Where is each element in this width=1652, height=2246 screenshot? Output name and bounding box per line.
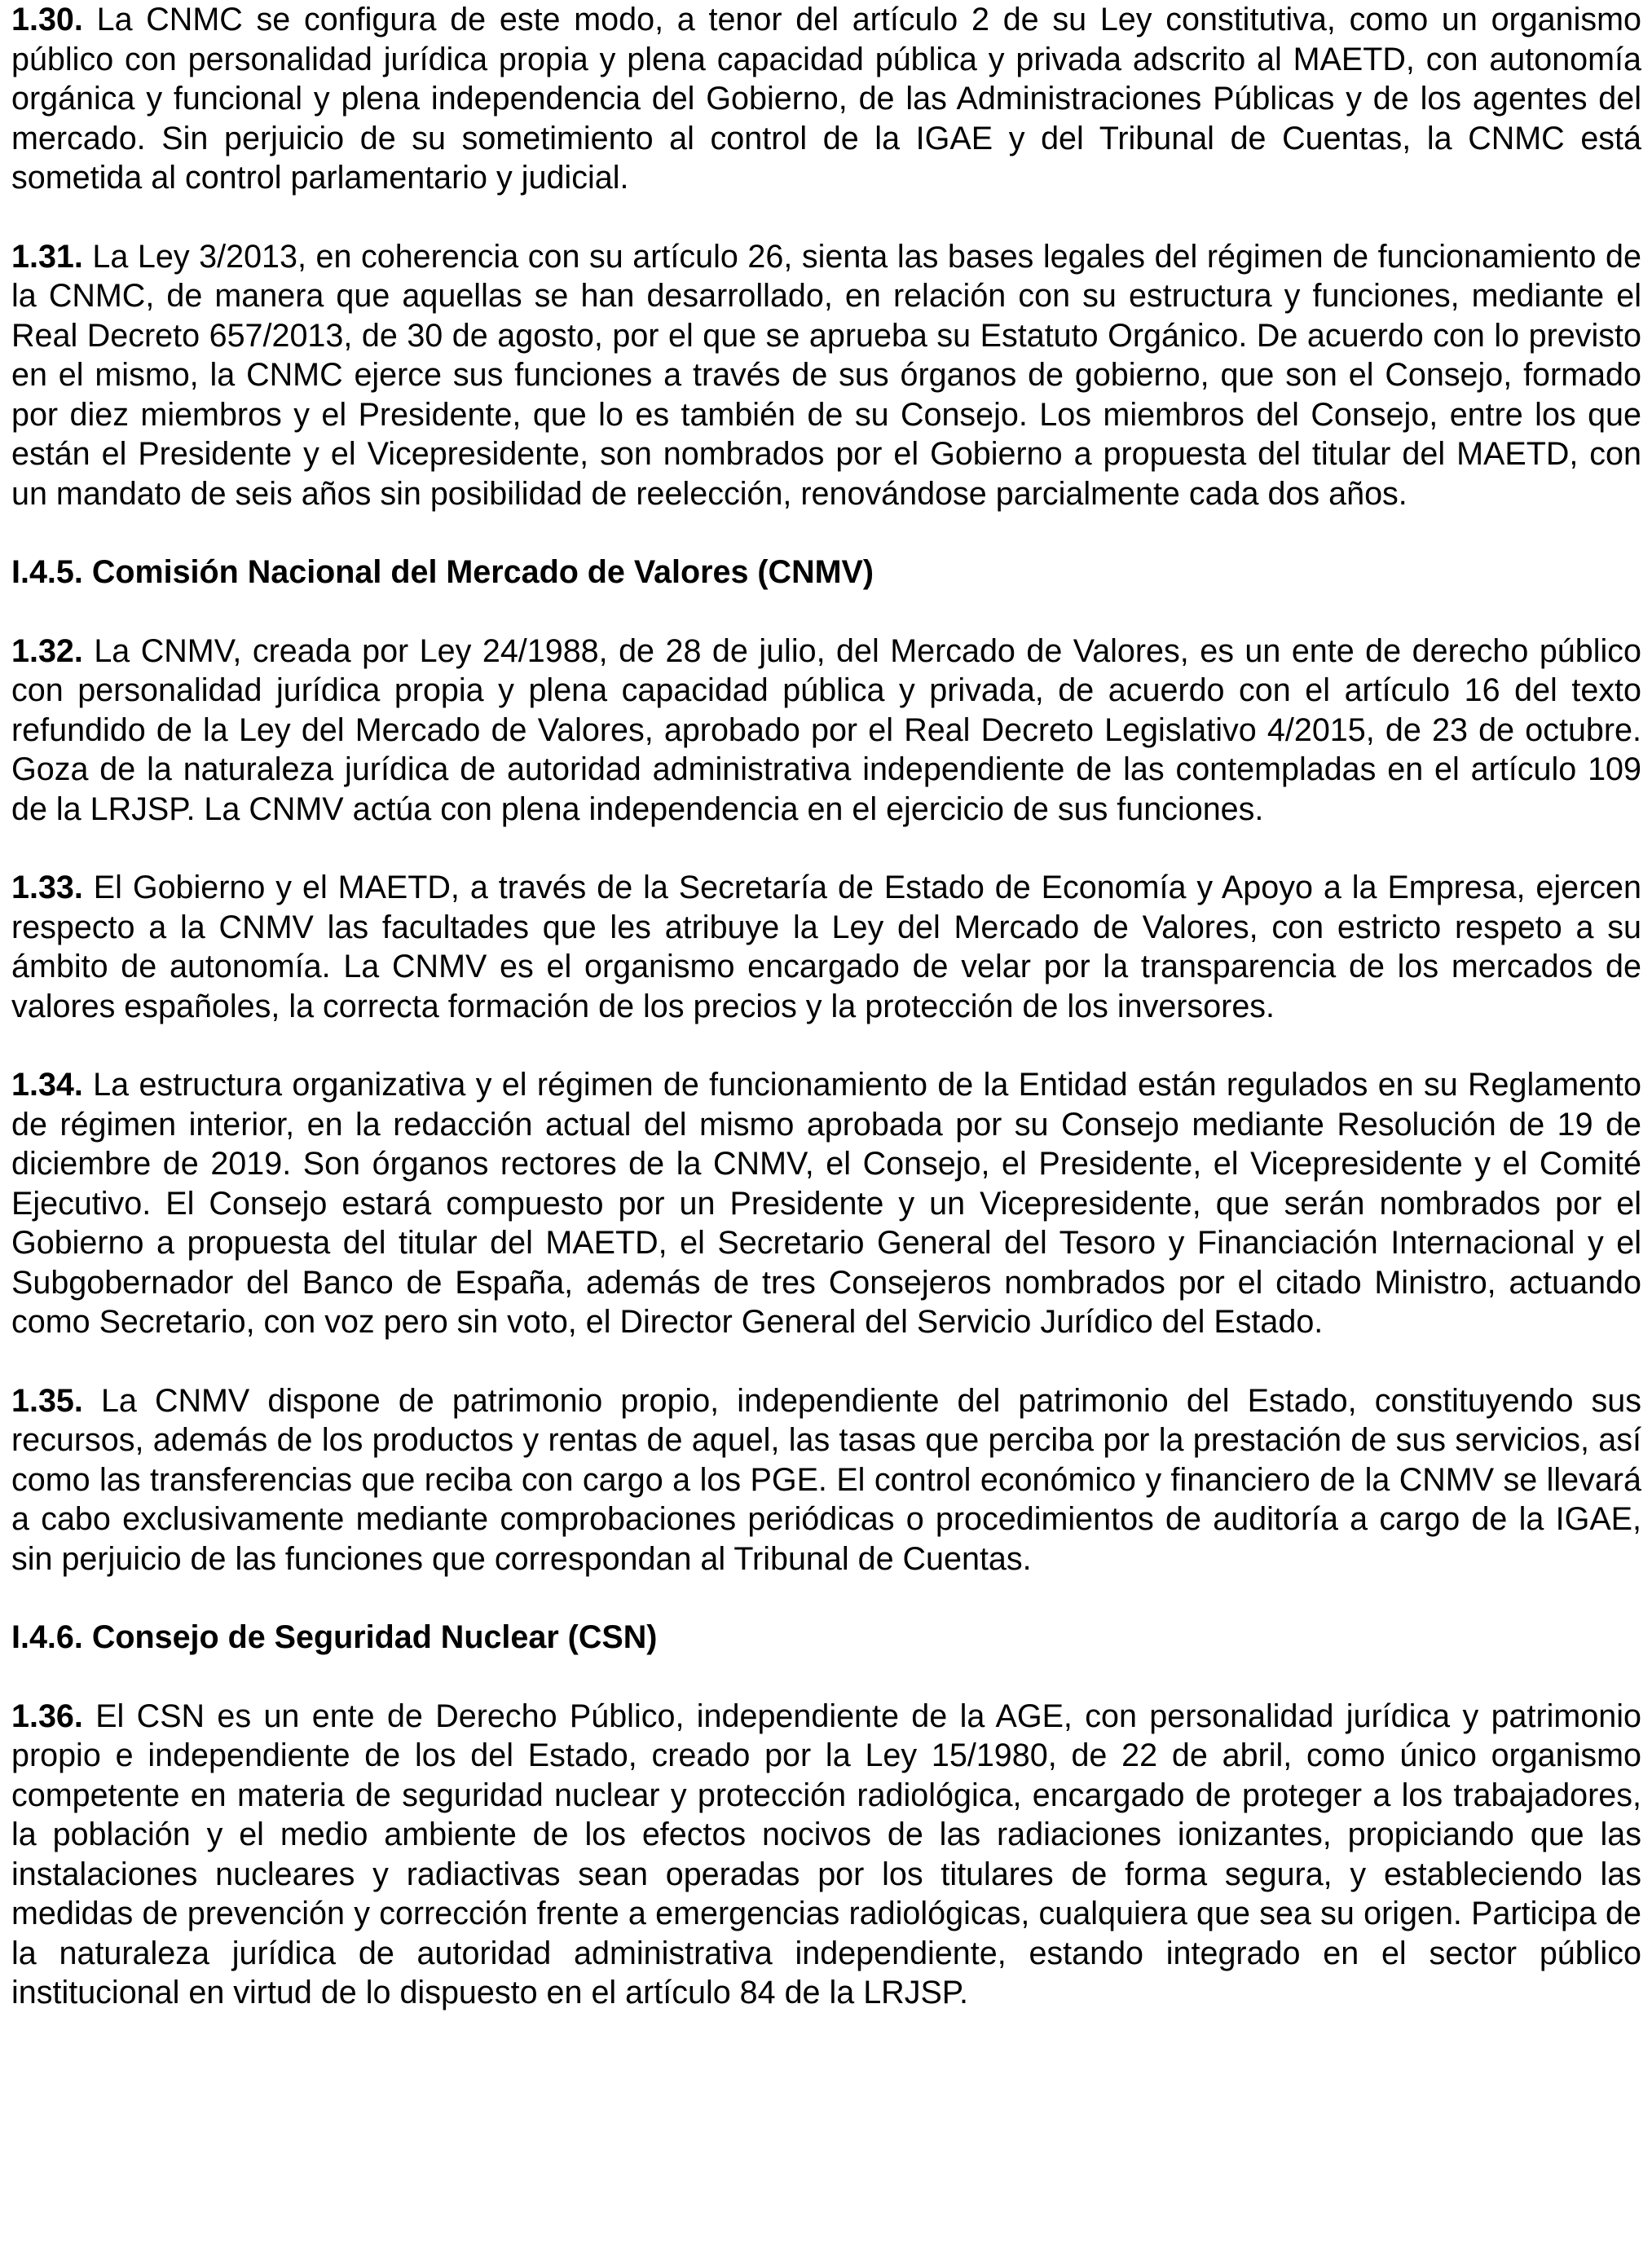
spacer [11,198,1641,237]
paragraph-number: 1.33. [11,870,83,905]
paragraph-number: 1.32. [11,632,83,669]
section-number: I.4.6. [11,1619,83,1655]
spacer [11,829,1641,868]
paragraph-1-32 [11,632,1641,830]
paragraph-text: La Ley 3/2013, en coherencia con su artículo 26, sienta las bases legales del régimen de funcionamiento de la CNMC, de manera que aquellas se han desarrollado, en relación con su estructura y funciones, mediante el Real Decreto 657/2013, de 30 de agosto, por el que se aprueba su Estatuto Orgánico. De acuerdo con lo previsto en el mismo, la CNMC ejerce sus funciones a través de sus órganos de gobierno, que son el Consejo, formado por diez miembros y el Presidente, que lo es también de su Consejo. Los miembros del Consejo, entre los que están el Presidente y el Vicepresidente, son nombrados por el Gobierno a propuesta del titular del MAETD, con un mandato de seis años sin posibilidad de reelección, renovándose parcialmente cada dos años. [11,238,1641,512]
paragraph-text: La estructura organizativa y el régimen de funcionamiento de la Entidad están regulados en su Reglamento de régimen interior, en la redacción actual del mismo aprobada por su Consejo mediante Resolución de 19 de diciembre de 2019. Son órganos rectores de la CNMV, el Consejo, el Presidente, el Vicepresidente y el Comité Ejecutivo. El Consejo estará compuesto por un Presidente y un Vicepresidente, que serán nombrados por el Gobierno a propuesta del titular del MAETD, el Secretario General del Tesoro y Financiación Internacional y el Subgobernador del Banco de España, además de tres Consejeros nombrados por el citado Ministro, actuando como Secretario, con voz pero sin voto, el Director General del Servicio Jurídico del Estado. [11,1067,1641,1340]
paragraph-number: 1.31. [11,238,83,275]
section-heading-i-4-5 [11,553,1641,592]
document-page [11,0,1641,2013]
paragraph-text: La CNMC se configura de este modo, a tenor del artículo 2 de su Ley constitutiva, como un organismo público con personalidad jurídica propia y plena capacidad pública y privada adscrito al MAETD, con autonomía orgánica y funcional y plena independencia del Gobierno, de las Administraciones Públicas y de los agentes del mercado. Sin perjuicio de su sometimiento al control de la IGAE y del Tribunal de Cuentas, la CNMC está sometida al control parlamentario y judicial. [11,2,1641,196]
spacer [11,1658,1641,1697]
spacer [11,513,1641,553]
spacer [11,1579,1641,1618]
section-title: Comisión Nacional del Mercado de Valores (CNMV) [82,554,874,590]
paragraph-1-30 [11,0,1641,198]
paragraph-1-34 [11,1065,1641,1342]
paragraph-text: La CNMV dispone de patrimonio propio, independiente del patrimonio del Estado, constituyendo sus recursos, además de los productos y rentas de aquel, las tasas que perciba por la prestación de sus servicios, así como las transferencias que reciba con cargo a los PGE. El control económico y financiero de la CNMV se llevará a cabo exclusivamente mediante comprobaciones periódicas o procedimientos de auditoría a cargo de la IGAE, sin perjuicio de las funciones que correspondan al Tribunal de Cuentas. [11,1382,1641,1577]
spacer [11,1026,1641,1065]
paragraph-1-36 [11,1697,1641,2013]
spacer [11,592,1641,632]
paragraph-text: La CNMV, creada por Ley 24/1988, de 28 de julio, del Mercado de Valores, es un ente de derecho público con personalidad jurídica propia y plena capacidad pública y privada, de acuerdo con el artículo 16 del texto refundido de la Ley del Mercado de Valores, aprobado por el Real Decreto Legislativo 4/2015, de 23 de octubre. Goza de la naturaleza jurídica de autoridad administrativa independiente de las contempladas en el artículo 109 de la LRJSP. La CNMV actúa con plena independencia en el ejercicio de sus funciones. [11,632,1641,827]
paragraph-number: 1.30. [11,2,83,37]
paragraph-text: El Gobierno y el MAETD, a través de la Secretaría de Estado de Economía y Apoyo a la Empresa, ejercen respecto a la CNMV las facultades que les atribuye la Ley del Mercado de Valores, con estricto respeto a su ámbito de autonomía. La CNMV es el organismo encargado de velar por la transparencia de los mercados de valores españoles, la correcta formación de los precios y la protección de los inversores. [11,870,1641,1024]
paragraph-number: 1.36. [11,1698,83,1734]
section-title: Consejo de Seguridad Nuclear (CSN) [82,1619,658,1655]
paragraph-1-35 [11,1381,1641,1579]
paragraph-number: 1.35. [11,1382,83,1419]
paragraph-1-33 [11,868,1641,1026]
paragraph-1-31 [11,237,1641,514]
paragraph-number: 1.34. [11,1067,83,1103]
paragraph-text: El CSN es un ente de Derecho Público, independiente de la AGE, con personalidad jurídica y patrimonio propio e independiente de los del Estado, creado por la Ley 15/1980, de 22 de abril, como único organismo competente en materia de seguridad nuclear y protección radiológica, encargado de proteger a los trabajadores, la población y el medio ambiente de los efectos nocivos de las radiaciones ionizantes, propiciando que las instalaciones nucleares y radiactivas sean operadas por los titulares de forma segura, y estableciendo las medidas de prevención y corrección frente a emergencias radiológicas, cualquiera que sea su origen. Participa de la naturaleza jurídica de autoridad administrativa independiente, estando integrado en el sector público institucional en virtud de lo dispuesto en el artículo 84 de la LRJSP. [11,1698,1641,2010]
section-heading-i-4-6 [11,1618,1641,1658]
spacer [11,1342,1641,1381]
section-number: I.4.5. [11,554,83,590]
